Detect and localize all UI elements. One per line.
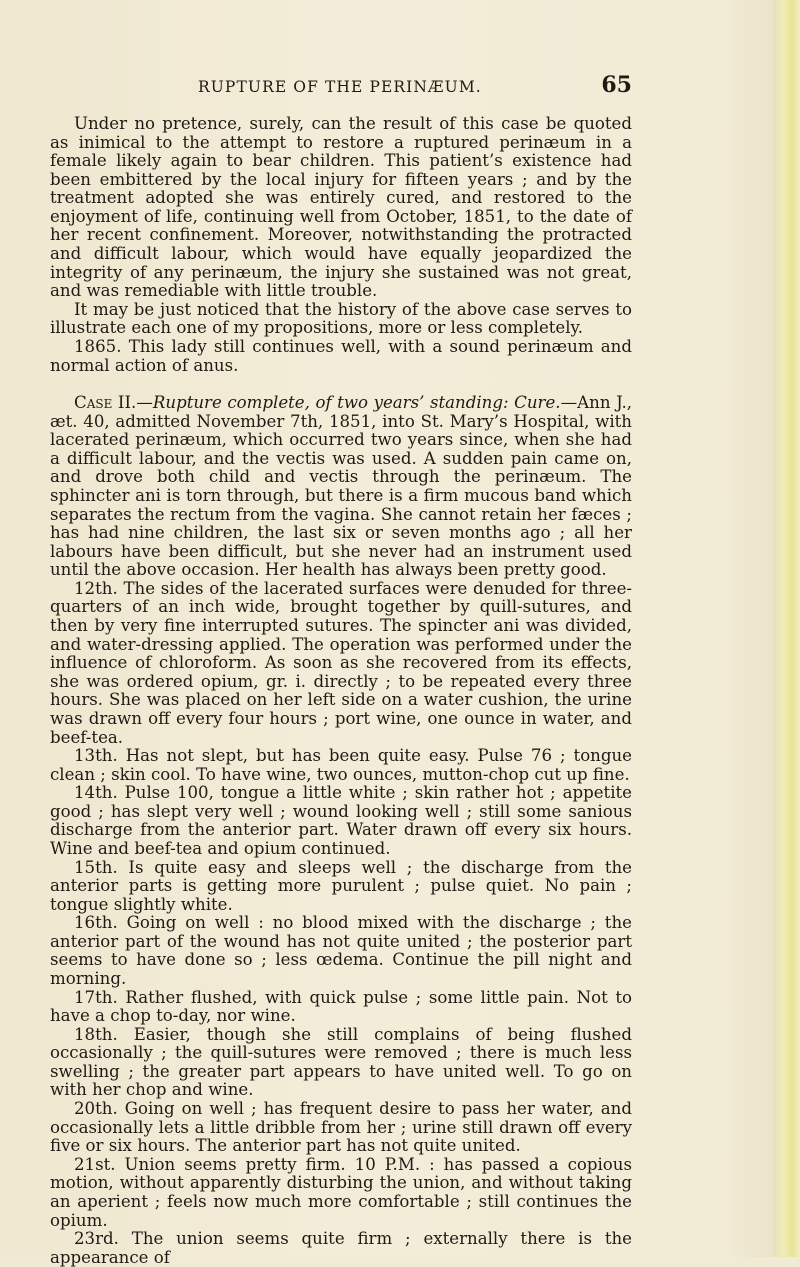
daily-entry: 14th. Pulse 100, tongue a little white ; skin rather hot ; appetite good ; has slept very well ; wound looking well ; still some sanious discharge from the anterior part. Water drawn off every six hours. Wine and beef-tea and opium continued. <box>50 783 632 858</box>
page-edge <box>774 0 800 1257</box>
case-text: —Ann J., æt. 40, admitted November 7th, 1851, into St. Mary’s Hospital, with lacerated perinæum, which occurred two years since, when she had a difficult labour, and the vectis was used. A sudden pain came on, and drove both child and vectis through the perinæum. The sphincter ani is torn through, but there is a firm mucous band which separates the rectum from the vagina. She cannot retain her fæces ; has had nine children, the last six or seven months ago ; all her labours have been difficult, but she never had an instrument used until the above occasion. Her health has always been pretty good. <box>50 393 632 580</box>
daily-entry: 21st. Union seems pretty firm. 10 P.M. : has passed a copious motion, without apparently disturbing the union, and without taking an aperient ; feels now much more comfortable ; still continues the opium. <box>50 1154 632 1230</box>
case-label: Case II. <box>74 393 137 413</box>
daily-entry: 17th. Rather flushed, with quick pulse ; some little pain. Not to have a chop to-day, nor wine. <box>50 987 632 1026</box>
daily-entry: 15th. Is quite easy and sleeps well ; the discharge from the anterior parts is getting more purulent ; pulse quiet. No pain ; tongue slightly white. <box>50 857 632 914</box>
daily-entry: 20th. Going on well ; has frequent desire to pass her water, and occasionally lets a little dribble from her ; urine still drawn off every five or six hours. The anterior part has not quite united. <box>50 1099 632 1156</box>
case-heading-paragraph <box>50 394 632 580</box>
paragraph: It may be just noticed that the history of the above case serves to illustrate each one of my propositions, more or less completely. <box>50 299 632 338</box>
paragraph: Under no pretence, surely, can the result of this case be quoted as inimical to the attempt to restore a ruptured perinæum in a female likely again to bear children. This patient’s existence had been embittered by the local injury for fifteen years ; and by the treatment adopted she was entirely cured, and restored to the enjoyment of life, continuing well from October, 1851, to the date of her recent confinement. Moreover, notwithstanding the protracted and difficult labour, which would have equally jeopardized the integrity of any perinæum, the injury she sustained was not great, and was remediable with little trouble. <box>50 114 632 301</box>
running-head: RUPTURE OF THE PERINÆUM. <box>198 78 482 96</box>
case-title: —Rupture complete, of two years’ standing: Cure. <box>136 393 561 413</box>
page-header <box>48 72 632 102</box>
daily-entry: 23rd. The union seems quite firm ; externally there is the appearance of <box>50 1229 632 1267</box>
paragraph: 1865. This lady still continues well, with a sound perinæum and normal action of anus. <box>50 336 632 375</box>
daily-entry: 18th. Easier, though she still complains of being flushed occasionally ; the quill-sutures were removed ; there is much less swelling ; the greater part appears to have united well. To go on with her chop and wine. <box>50 1024 632 1100</box>
daily-entry: 16th. Going on well : no blood mixed with the discharge ; the anterior part of the wound has not quite united ; the posterior part seems to have done so ; less œdema. Continue the pill night and morning. <box>50 913 632 989</box>
daily-entry: 13th. Has not slept, but has been quite easy. Pulse 76 ; tongue clean ; skin cool. To have wine, two ounces, mutton-chop cut up fine. <box>50 746 632 784</box>
page-body <box>50 115 632 1267</box>
page-number: 65 <box>601 72 632 98</box>
daily-entry: 12th. The sides of the lacerated surfaces were denuded for three-quarters of an inch wide, brought together by quill-sutures, and then by very fine interrupted sutures. The spincter ani was divided, and water-dressing applied. The operation was performed under the influence of chloroform. As soon as she recovered from its effects, she was ordered opium, gr. i. directly ; to be repeated every three hours. She was placed on her left side on a water cushion, the urine was drawn off every four hours ; port wine, one ounce in water, and beef-tea. <box>50 578 632 747</box>
